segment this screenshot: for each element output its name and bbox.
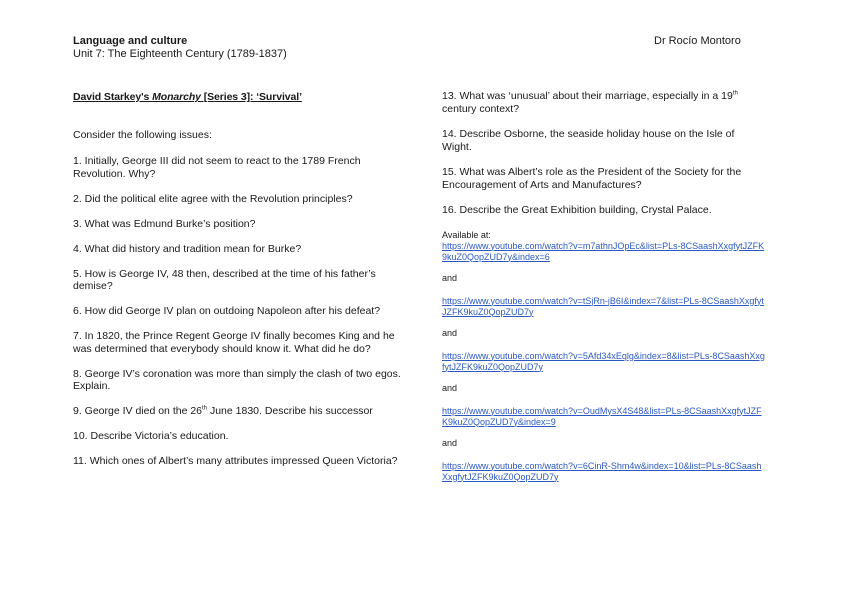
video-link-1[interactable]: https://www.youtube.com/watch?v=m7athnJOpEc&list=PLs-8CSaashXxgfytJZFK9kuZ0QopZUD7y&index=6 (442, 240, 765, 262)
header-left (73, 35, 433, 61)
question-14: 14. Describe Osborne, the seaside holiday house on the Isle of Wight. (442, 128, 735, 153)
and-separator: and (442, 437, 458, 448)
title-italic: Monarchy (152, 91, 201, 103)
question-16: 16. Describe the Great Exhibition building, Crystal Palace. (442, 204, 712, 216)
document-title (73, 91, 408, 104)
question-8: 8. George IV’s coronation was more than simply the clash of two egos. Explain. (73, 367, 401, 392)
q9-superscript: th (202, 405, 208, 412)
question-5: 5. How is George IV, 48 then, described at the time of his father’s demise? (73, 267, 376, 292)
q13-text-before: 13. What was ‘unusual’ about their marriage, especially in a 19 (442, 90, 733, 102)
question-10: 10. Describe Victoria’s education. (73, 430, 229, 442)
q9-text-after: June 1830. Describe his successor (207, 405, 373, 417)
available-at-label: Available at: (442, 229, 491, 240)
right-column (442, 90, 767, 483)
question-9 (73, 405, 408, 418)
question-7: 7. In 1820, the Prince Regent George IV finally becomes King and he was determined that everybody should know it. What did he do? (73, 330, 395, 355)
q13-superscript: th (732, 90, 738, 97)
question-2: 2. Did the political elite agree with the Revolution principles? (73, 192, 353, 205)
unit-title: Unit 7: The Eighteenth Century (1789-1837) (73, 48, 287, 60)
question-13 (442, 90, 767, 115)
author-name: Dr Rocío Montoro (654, 35, 741, 47)
intro-text: Consider the following issues: (73, 129, 212, 141)
video-link-4[interactable]: https://www.youtube.com/watch?v=OudMysX4S48&list=PLs-8CSaashXxgfytJZFK9kuZ0QopZUD7y&index=9 (442, 405, 762, 427)
q9-text-before: 9. George IV died on the 26 (73, 405, 203, 417)
video-link-5[interactable]: https://www.youtube.com/watch?v=6CinR-Shm4w&index=10&list=PLs-8CSaashXxgfytJZFK9kuZ0QopZUD7y (442, 460, 762, 482)
course-title: Language and culture (73, 35, 188, 47)
video-link-3[interactable]: https://www.youtube.com/watch?v=5Afd34xEqlg&index=8&list=PLs-8CSaashXxgfytJZFK9kuZ0QopZUD7y (442, 350, 765, 372)
q13-text-after: century context? (442, 102, 520, 115)
question-3: 3. What was Edmund Burke’s position? (73, 217, 256, 230)
and-separator: and (442, 382, 458, 393)
and-separator: and (442, 327, 458, 338)
question-15: 15. What was Albert’s role as the President of the Society for the Encouragement of Arts and Manufactures? (442, 166, 742, 191)
title-prefix: David Starkey's (73, 91, 153, 103)
title-suffix: [Series 3]: ‘Survival’ (200, 91, 302, 103)
question-6: 6. How did George IV plan on outdoing Napoleon after his defeat? (73, 305, 381, 317)
question-11: 11. Which ones of Albert’s many attributes impressed Queen Victoria? (73, 455, 398, 467)
question-1: 1. Initially, George III did not seem to react to the 1789 French Revolution. Why? (73, 155, 361, 180)
and-separator: and (442, 272, 458, 283)
left-column (73, 91, 408, 480)
video-link-2[interactable]: https://www.youtube.com/watch?v=tSjRn-jB6I&index=7&list=PLs-8CSaashXxgfytJZFK9kuZ0QopZUD7y (442, 295, 764, 317)
question-4: 4. What did history and tradition mean for Burke? (73, 242, 302, 255)
